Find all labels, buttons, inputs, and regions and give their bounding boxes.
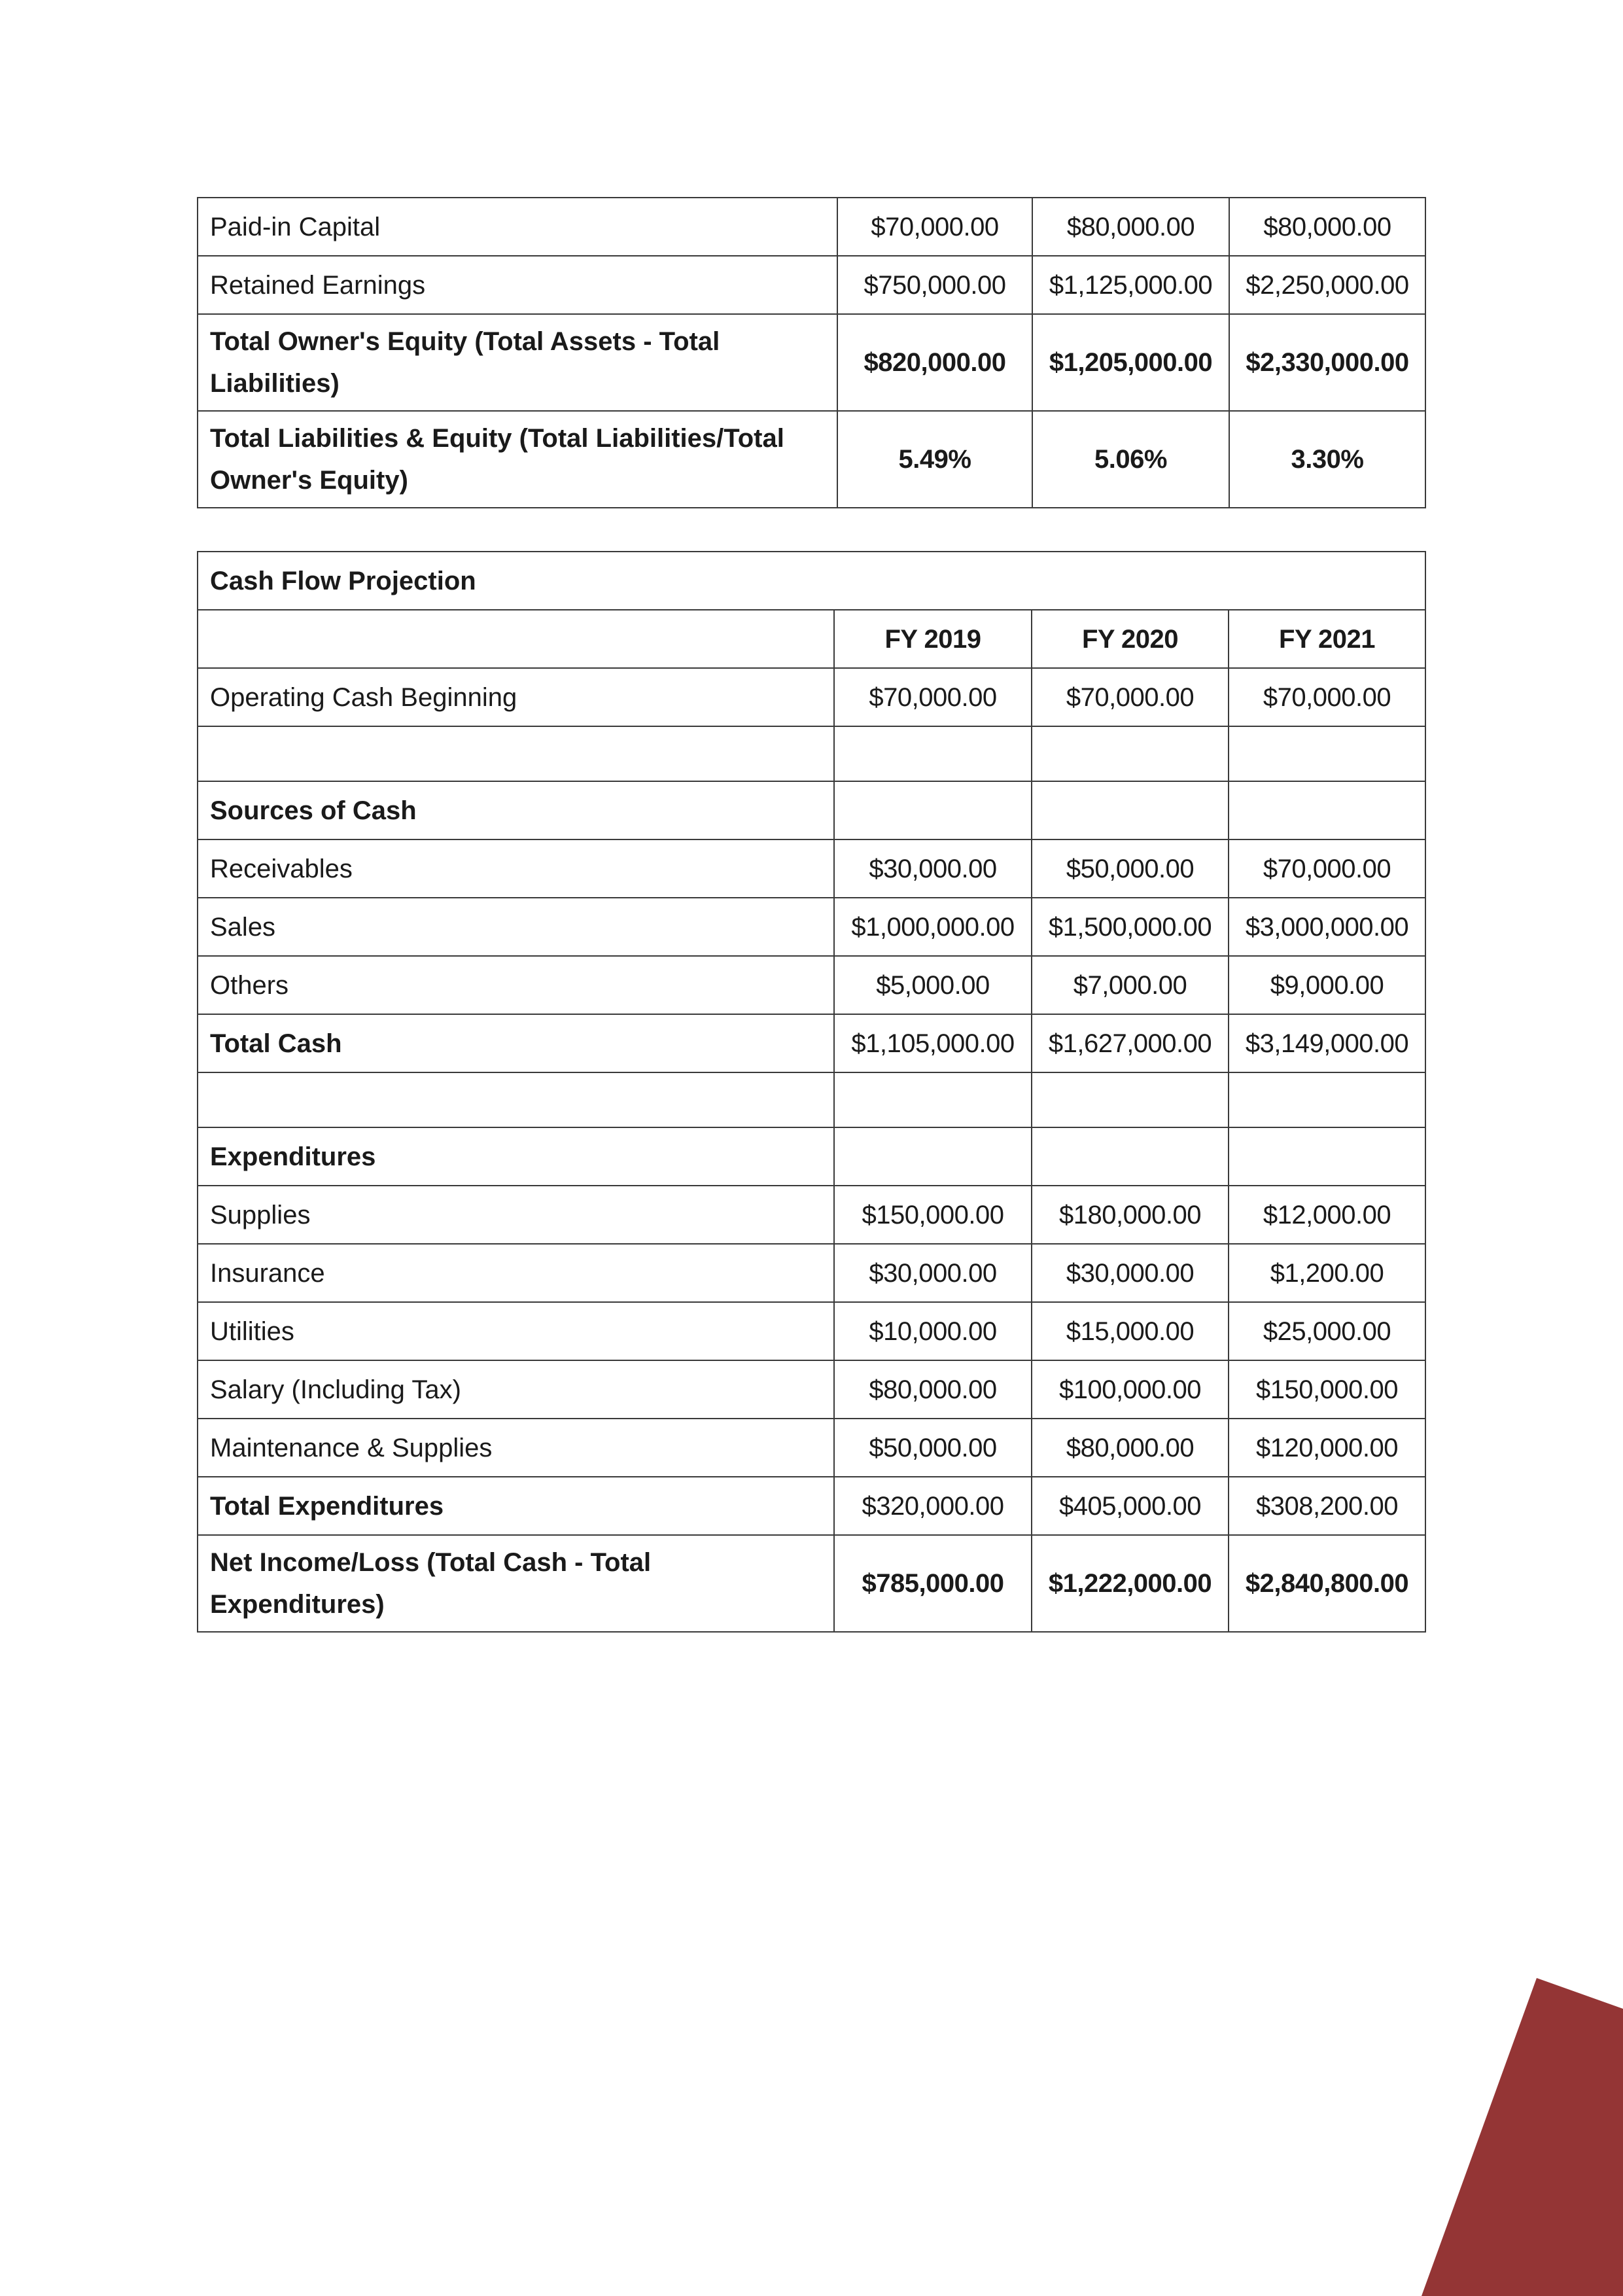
value-cell: $180,000.00	[1032, 1186, 1229, 1244]
row-label: Retained Earnings	[198, 256, 837, 314]
value-cell: $50,000.00	[834, 1419, 1032, 1477]
value-cell: $750,000.00	[837, 256, 1032, 314]
row-label: Supplies	[198, 1186, 834, 1244]
value-cell: $320,000.00	[834, 1477, 1032, 1535]
value-cell: $15,000.00	[1032, 1302, 1229, 1360]
value-cell: $120,000.00	[1229, 1419, 1425, 1477]
section-heading: Expenditures	[198, 1127, 834, 1186]
value-cell: $1,222,000.00	[1032, 1535, 1229, 1632]
section-heading: Sources of Cash	[198, 781, 834, 839]
row-label: Utilities	[198, 1302, 834, 1360]
value-cell: $2,250,000.00	[1229, 256, 1425, 314]
row-label: Insurance	[198, 1244, 834, 1302]
value-cell: $30,000.00	[1032, 1244, 1229, 1302]
value-cell: $3,000,000.00	[1229, 898, 1425, 956]
red-corner-polygon	[1422, 1978, 1623, 2296]
value-cell: $80,000.00	[834, 1360, 1032, 1419]
row-label: Total Expenditures	[198, 1477, 834, 1535]
value-cell: $25,000.00	[1229, 1302, 1425, 1360]
value-cell: $1,200.00	[1229, 1244, 1425, 1302]
column-header: FY 2019	[834, 610, 1032, 668]
value-cell: $80,000.00	[1032, 1419, 1229, 1477]
row-label: Receivables	[198, 839, 834, 898]
value-cell: $70,000.00	[837, 198, 1032, 256]
value-cell: $820,000.00	[837, 314, 1032, 411]
value-cell: $2,330,000.00	[1229, 314, 1425, 411]
value-cell: $50,000.00	[1032, 839, 1229, 898]
value-cell: 5.06%	[1032, 411, 1229, 508]
row-label: Total Liabilities & Equity (Total Liabilities/Total Owner's Equity)	[198, 411, 837, 508]
row-label: Sales	[198, 898, 834, 956]
value-cell: $100,000.00	[1032, 1360, 1229, 1419]
value-cell: 5.49%	[837, 411, 1032, 508]
value-cell: $405,000.00	[1032, 1477, 1229, 1535]
value-cell: $30,000.00	[834, 839, 1032, 898]
value-cell: $9,000.00	[1229, 956, 1425, 1014]
row-label: Total Cash	[198, 1014, 834, 1072]
value-cell: $1,000,000.00	[834, 898, 1032, 956]
row-label: Others	[198, 956, 834, 1014]
row-label: Net Income/Loss (Total Cash - Total Expenditures)	[198, 1535, 834, 1632]
row-label: Paid-in Capital	[198, 198, 837, 256]
value-cell: $70,000.00	[1032, 668, 1229, 726]
table-title: Cash Flow Projection	[198, 552, 1425, 610]
value-cell: 3.30%	[1229, 411, 1425, 508]
value-cell: $308,200.00	[1229, 1477, 1425, 1535]
value-cell: $12,000.00	[1229, 1186, 1425, 1244]
value-cell: $1,627,000.00	[1032, 1014, 1229, 1072]
value-cell: $3,149,000.00	[1229, 1014, 1425, 1072]
value-cell: $80,000.00	[1032, 198, 1229, 256]
value-cell: $1,500,000.00	[1032, 898, 1229, 956]
value-cell: $2,840,800.00	[1229, 1535, 1425, 1632]
value-cell: $80,000.00	[1229, 198, 1425, 256]
value-cell: $5,000.00	[834, 956, 1032, 1014]
column-header: FY 2021	[1229, 610, 1425, 668]
value-cell: $70,000.00	[1229, 839, 1425, 898]
value-cell: $150,000.00	[1229, 1360, 1425, 1419]
value-cell: $30,000.00	[834, 1244, 1032, 1302]
value-cell: $1,205,000.00	[1032, 314, 1229, 411]
row-label: Operating Cash Beginning	[198, 668, 834, 726]
row-label: Maintenance & Supplies	[198, 1419, 834, 1477]
value-cell: $785,000.00	[834, 1535, 1032, 1632]
value-cell: $1,105,000.00	[834, 1014, 1032, 1072]
value-cell: $70,000.00	[1229, 668, 1425, 726]
column-header: FY 2020	[1032, 610, 1229, 668]
value-cell: $70,000.00	[834, 668, 1032, 726]
value-cell: $1,125,000.00	[1032, 256, 1229, 314]
value-cell: $150,000.00	[834, 1186, 1032, 1244]
row-label: Salary (Including Tax)	[198, 1360, 834, 1419]
value-cell: $7,000.00	[1032, 956, 1229, 1014]
row-label: Total Owner's Equity (Total Assets - Total Liabilities)	[198, 314, 837, 411]
value-cell: $10,000.00	[834, 1302, 1032, 1360]
